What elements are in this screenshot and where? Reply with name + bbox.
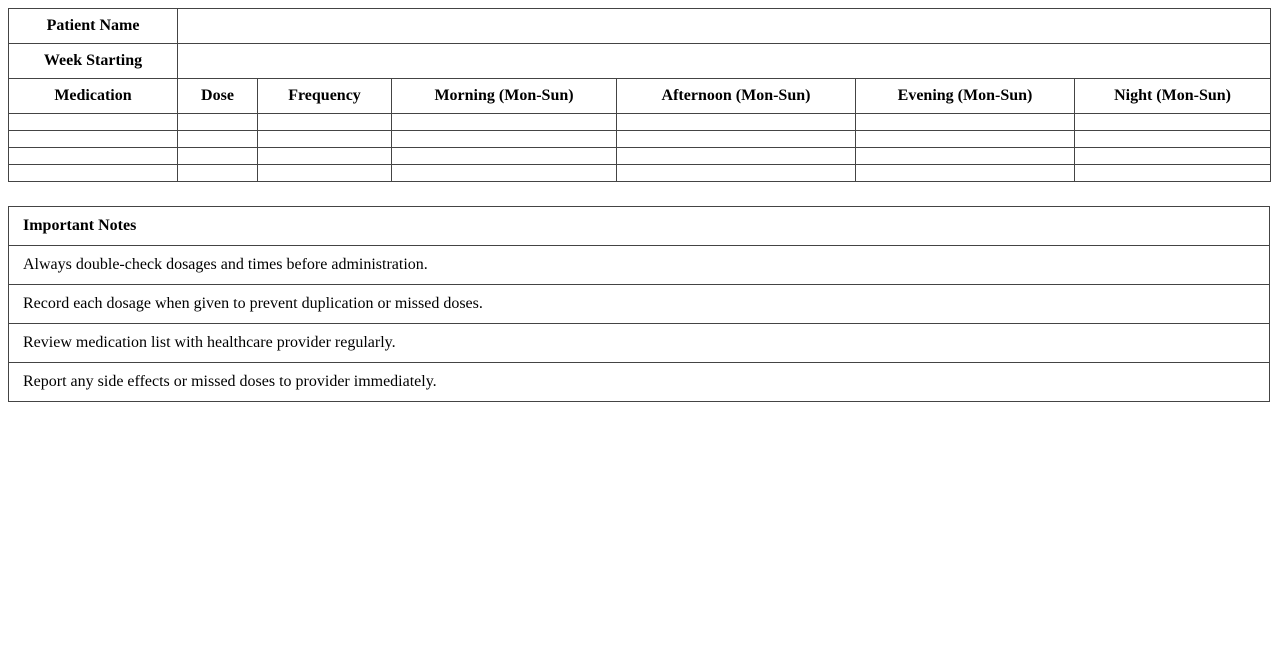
column-header-night: Night (Mon-Sun) bbox=[1075, 79, 1271, 114]
column-header-afternoon: Afternoon (Mon-Sun) bbox=[617, 79, 856, 114]
table-cell[interactable] bbox=[392, 131, 617, 148]
table-cell[interactable] bbox=[617, 114, 856, 131]
week-starting-label: Week Starting bbox=[9, 44, 178, 79]
list-item bbox=[9, 285, 1270, 324]
week-starting-row bbox=[9, 44, 1271, 79]
table-cell[interactable] bbox=[617, 165, 856, 182]
table-cell[interactable] bbox=[1075, 114, 1271, 131]
table-cell[interactable] bbox=[9, 131, 178, 148]
table-row bbox=[9, 148, 1271, 165]
column-header-dose: Dose bbox=[178, 79, 258, 114]
note-text: Report any side effects or missed doses to provider immediately. bbox=[9, 363, 1270, 402]
table-cell[interactable] bbox=[258, 114, 392, 131]
medication-schedule-page bbox=[8, 8, 1270, 402]
table-cell[interactable] bbox=[392, 165, 617, 182]
table-cell[interactable] bbox=[178, 131, 258, 148]
table-cell[interactable] bbox=[392, 148, 617, 165]
note-text: Record each dosage when given to prevent duplication or missed doses. bbox=[9, 285, 1270, 324]
table-cell[interactable] bbox=[856, 148, 1075, 165]
patient-name-label: Patient Name bbox=[9, 9, 178, 44]
table-row bbox=[9, 165, 1271, 182]
note-text: Review medication list with healthcare provider regularly. bbox=[9, 324, 1270, 363]
table-cell[interactable] bbox=[1075, 148, 1271, 165]
patient-name-field[interactable] bbox=[178, 9, 1271, 44]
table-cell[interactable] bbox=[856, 114, 1075, 131]
column-header-frequency: Frequency bbox=[258, 79, 392, 114]
table-cell[interactable] bbox=[1075, 165, 1271, 182]
medication-schedule-table bbox=[8, 8, 1271, 182]
list-item bbox=[9, 324, 1270, 363]
table-cell[interactable] bbox=[178, 165, 258, 182]
table-cell[interactable] bbox=[617, 148, 856, 165]
column-header-morning: Morning (Mon-Sun) bbox=[392, 79, 617, 114]
important-notes-table bbox=[8, 206, 1270, 402]
table-row bbox=[9, 131, 1271, 148]
table-row bbox=[9, 114, 1271, 131]
table-cell[interactable] bbox=[258, 148, 392, 165]
patient-name-row bbox=[9, 9, 1271, 44]
column-header-medication: Medication bbox=[9, 79, 178, 114]
note-text: Always double-check dosages and times before administration. bbox=[9, 246, 1270, 285]
table-cell[interactable] bbox=[856, 165, 1075, 182]
table-cell[interactable] bbox=[1075, 131, 1271, 148]
table-cell[interactable] bbox=[178, 148, 258, 165]
table-cell[interactable] bbox=[856, 131, 1075, 148]
table-cell[interactable] bbox=[9, 148, 178, 165]
table-cell[interactable] bbox=[392, 114, 617, 131]
table-cell[interactable] bbox=[258, 165, 392, 182]
notes-heading: Important Notes bbox=[9, 207, 1270, 246]
notes-heading-row bbox=[9, 207, 1270, 246]
list-item bbox=[9, 246, 1270, 285]
table-cell[interactable] bbox=[178, 114, 258, 131]
column-header-row bbox=[9, 79, 1271, 114]
table-cell[interactable] bbox=[9, 165, 178, 182]
table-cell[interactable] bbox=[617, 131, 856, 148]
week-starting-field[interactable] bbox=[178, 44, 1271, 79]
column-header-evening: Evening (Mon-Sun) bbox=[856, 79, 1075, 114]
table-cell[interactable] bbox=[258, 131, 392, 148]
list-item bbox=[9, 363, 1270, 402]
table-cell[interactable] bbox=[9, 114, 178, 131]
